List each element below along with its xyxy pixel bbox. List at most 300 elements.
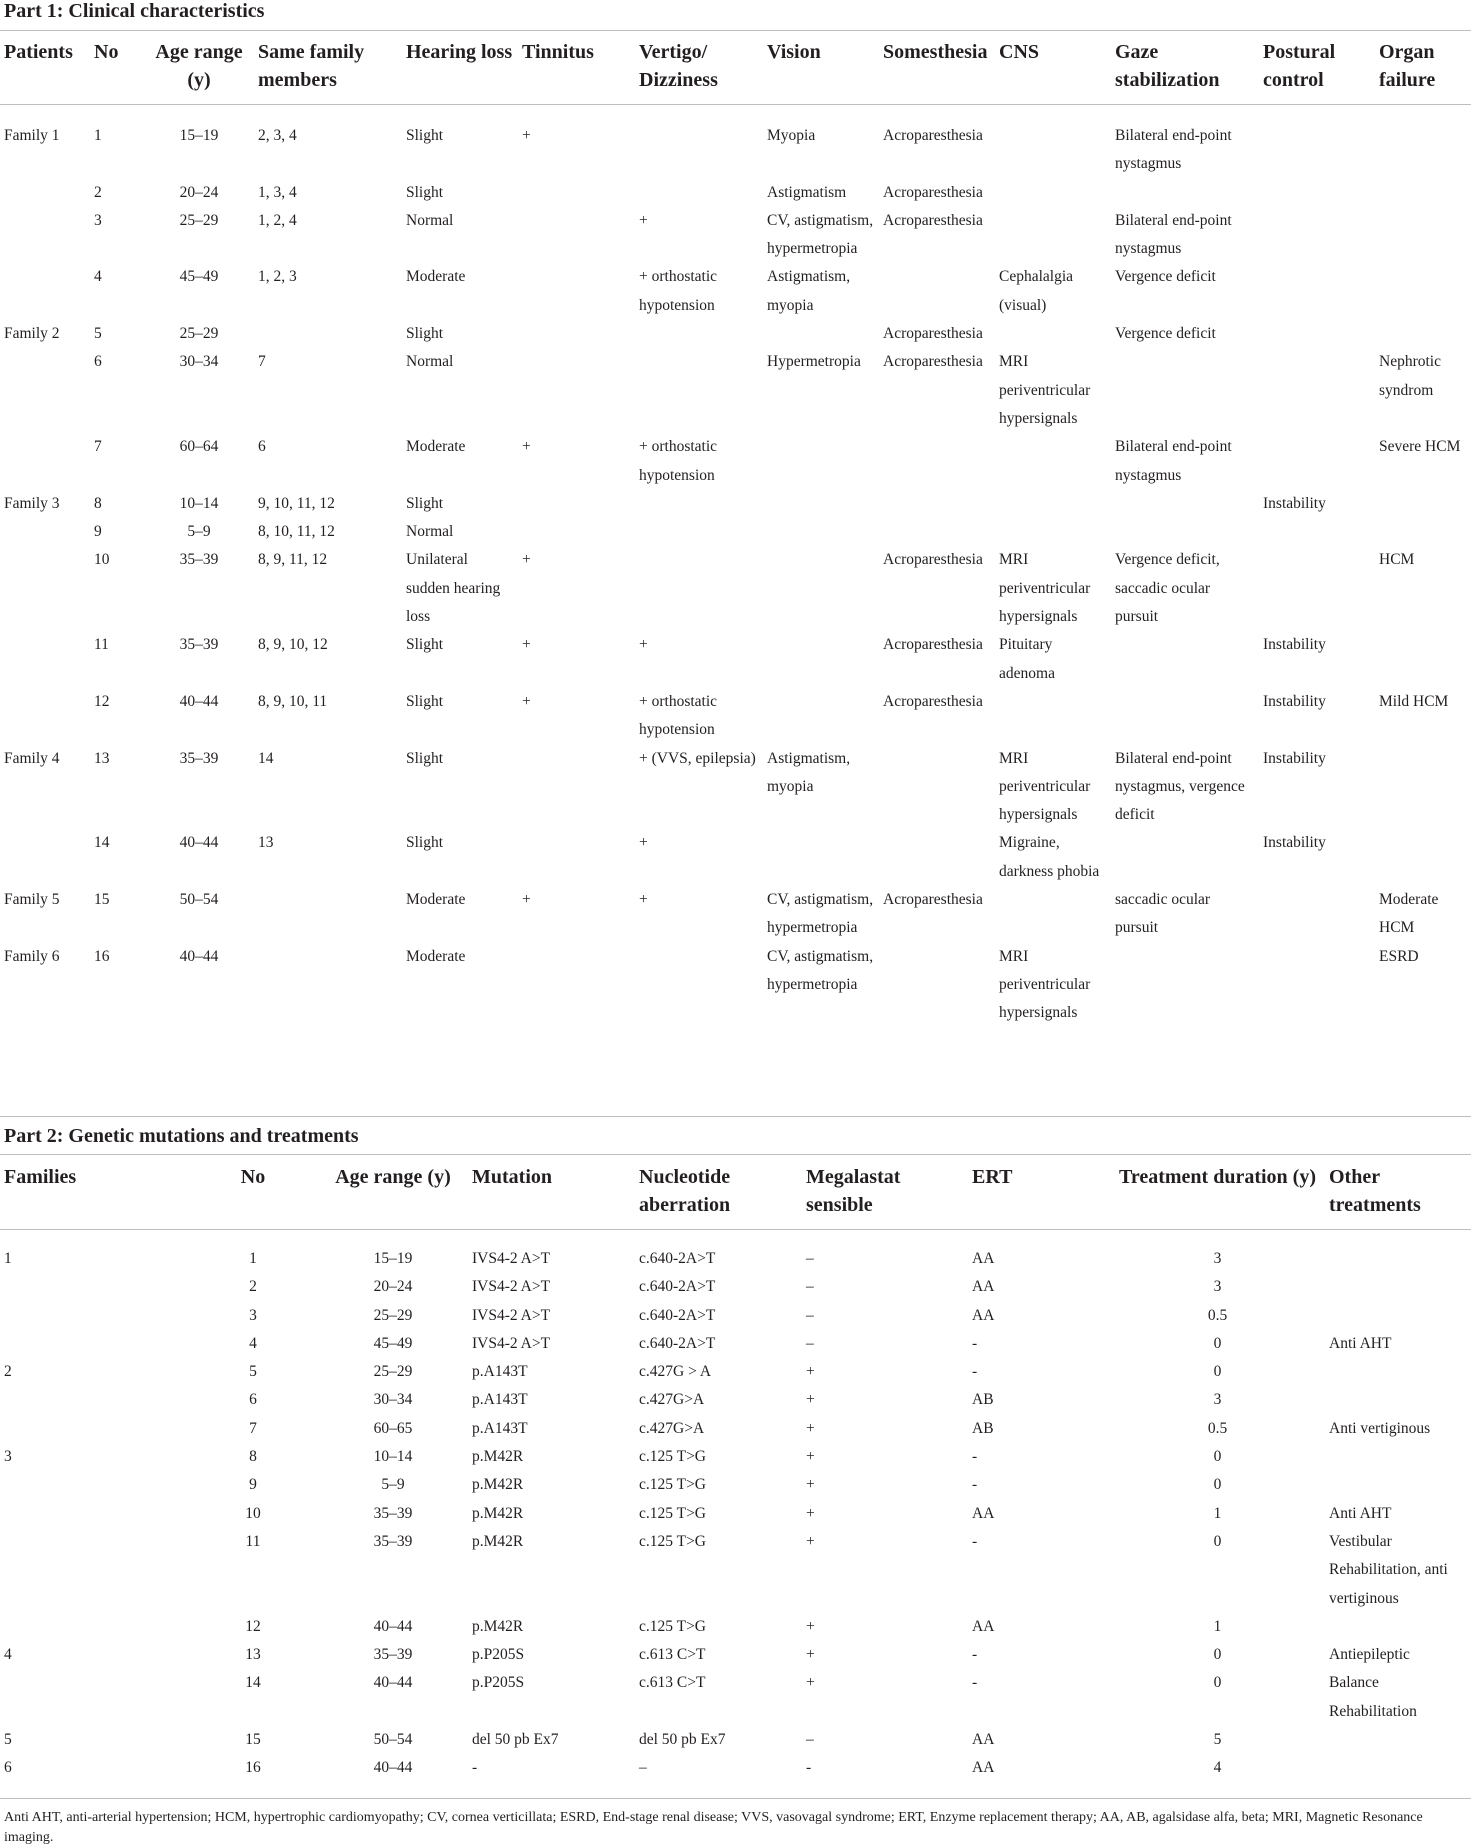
table-cell: Acroparesthesia xyxy=(883,353,983,371)
table-cell: Instability xyxy=(1263,494,1326,512)
table-cell: 10–14 xyxy=(373,1448,413,1466)
table-cell: c.640-2A>T xyxy=(639,1250,716,1267)
table-cell xyxy=(0,207,90,264)
table-cell: Slight xyxy=(406,692,444,710)
part1-header-cell: Tinnitus xyxy=(522,41,594,63)
table-cell: 8, 10, 11, 12 xyxy=(258,523,335,541)
part1-header-cell: Same family members xyxy=(258,41,365,91)
table-cell: 35–39 xyxy=(373,1646,413,1664)
part2-header-cell: Other treatments xyxy=(1329,1166,1421,1216)
table-cell: 25–29 xyxy=(179,325,219,343)
table-cell: 8 xyxy=(249,1448,257,1466)
table-cell xyxy=(1375,829,1471,886)
table-cell: + orthostatic hypotension xyxy=(639,692,718,739)
table-cell: 35–39 xyxy=(373,1504,413,1522)
table-cell xyxy=(1325,1443,1471,1471)
table-cell xyxy=(0,688,90,745)
table-row xyxy=(0,1230,1471,1274)
table-cell xyxy=(635,105,763,179)
table-cell xyxy=(1375,518,1471,546)
table-cell: + xyxy=(639,891,648,909)
table-cell: 3 xyxy=(1213,1250,1222,1267)
table-cell: 40–44 xyxy=(179,692,219,710)
table-cell: CV, astigmatism, hypermetropia xyxy=(767,947,874,993)
table-cell: c.640-2A>T xyxy=(639,1334,716,1352)
table-cell xyxy=(1111,179,1259,207)
table-cell xyxy=(635,943,763,1034)
table-cell: – xyxy=(806,1306,814,1324)
table-cell: AA xyxy=(972,1617,995,1635)
table-cell xyxy=(1325,1471,1471,1499)
table-cell: 8, 9, 10, 11 xyxy=(258,692,328,710)
table-cell xyxy=(1259,320,1375,348)
table-cell xyxy=(1259,886,1375,943)
table-cell xyxy=(518,490,635,518)
table-cell: 35–39 xyxy=(179,749,219,767)
table-cell: - xyxy=(472,1759,478,1777)
table-cell xyxy=(1111,943,1259,1034)
table-cell: Unilateral sudden hearing loss xyxy=(406,551,501,626)
table-cell: 35–39 xyxy=(179,551,219,569)
table-cell: 0 xyxy=(1213,1646,1222,1664)
table-cell: Family 4 xyxy=(4,749,60,767)
table-cell: 10–14 xyxy=(179,494,219,512)
table-cell xyxy=(635,546,763,631)
table-row xyxy=(0,433,1471,490)
table-cell: + orthostatic hypotension xyxy=(639,268,718,314)
table-cell: c.640-2A>T xyxy=(639,1306,716,1324)
table-cell: Moderate xyxy=(406,947,466,965)
table-cell: 1 xyxy=(94,127,102,144)
table-cell xyxy=(763,320,879,348)
table-row xyxy=(0,1330,1471,1358)
table-cell: Vergence deficit xyxy=(1115,268,1216,286)
table-cell: - xyxy=(806,1759,812,1777)
table-cell: Normal xyxy=(406,353,454,371)
footnote: Anti AHT, anti-arterial hypertension; HCM, hypertrophic cardiomyopathy; CV, cornea verticillata; ESRD, End-stage renal disease; VVS, vasovagal syndrome; ERT, Enzyme replacement therapy; AA, AB, agalsidase alfa, beta; MRI, Magnetic Resonance imaging. xyxy=(4,1810,1423,1845)
table-cell: – xyxy=(806,1250,814,1267)
table-cell xyxy=(0,546,90,631)
table-cell xyxy=(1259,348,1375,433)
part2-header-cell: Nucleotide aberration xyxy=(639,1166,731,1216)
table-cell: 3 xyxy=(249,1306,257,1324)
table-cell: CV, astigmatism, hypermetropia xyxy=(767,211,874,258)
table-cell: Family 1 xyxy=(4,127,60,144)
table-cell: 8 xyxy=(94,494,102,512)
table-cell xyxy=(0,1669,188,1726)
table-cell: + xyxy=(806,1363,815,1381)
table-cell xyxy=(995,105,1111,179)
table-row xyxy=(0,179,1471,207)
table-cell: Instability xyxy=(1263,749,1326,767)
table-cell: MRI periventricular hypersignals xyxy=(999,353,1091,427)
table-cell: 1, 3, 4 xyxy=(258,183,297,201)
table-cell xyxy=(879,943,995,1034)
table-cell: p.P205S xyxy=(472,1646,525,1664)
table-cell xyxy=(995,433,1111,490)
table-cell: - xyxy=(972,1674,978,1692)
table-row xyxy=(0,943,1471,1034)
table-cell: + xyxy=(522,551,531,569)
table-cell xyxy=(1111,631,1259,688)
table-cell: p.A143T xyxy=(472,1363,528,1381)
table-cell: 9 xyxy=(249,1476,257,1494)
table-cell xyxy=(518,320,635,348)
table-cell: + xyxy=(639,636,648,654)
table-cell: 4 xyxy=(4,1646,12,1664)
table-cell xyxy=(1375,263,1471,320)
table-cell xyxy=(879,433,995,490)
table-cell xyxy=(763,829,879,886)
table-cell: 1 xyxy=(249,1250,257,1267)
table-row xyxy=(0,1669,1471,1726)
table-cell: + (VVS, epilepsia) xyxy=(639,749,756,767)
table-cell xyxy=(1259,105,1375,179)
table-cell: 15 xyxy=(94,891,110,909)
table-cell: 16 xyxy=(245,1759,261,1777)
table-cell: p.M42R xyxy=(472,1504,524,1522)
table-cell xyxy=(254,886,402,943)
table-cell: 7 xyxy=(258,353,266,371)
table-cell: 40–44 xyxy=(179,947,219,965)
table-cell: 0.5 xyxy=(1207,1419,1228,1437)
table-cell: 35–39 xyxy=(179,636,219,654)
table-cell xyxy=(1111,829,1259,886)
table-cell: Slight xyxy=(406,494,444,512)
table-cell: - xyxy=(972,1646,978,1664)
table-row xyxy=(0,546,1471,631)
table-cell: 6 xyxy=(4,1759,12,1777)
table-cell: 0 xyxy=(1213,1363,1222,1381)
table-cell xyxy=(254,943,402,1034)
table-cell: + xyxy=(522,438,531,456)
table-row xyxy=(0,490,1471,518)
table-cell: Acroparesthesia xyxy=(883,211,983,229)
table-row xyxy=(0,1273,1471,1301)
table-row xyxy=(0,688,1471,745)
table-row xyxy=(0,263,1471,320)
table-cell xyxy=(879,490,995,518)
table-cell: Vergence deficit, saccadic ocular pursuit xyxy=(1115,551,1220,626)
table-cell: + xyxy=(806,1476,815,1494)
table-cell xyxy=(879,829,995,886)
table-cell: + xyxy=(806,1674,815,1692)
table-cell xyxy=(518,829,635,886)
table-cell: 0 xyxy=(1213,1674,1222,1692)
table-cell xyxy=(635,179,763,207)
part2-header-cell: Megalastat sensible xyxy=(806,1166,901,1216)
table-cell: Instability xyxy=(1263,636,1326,654)
table-cell: 60–64 xyxy=(179,438,219,456)
table-cell: 20–24 xyxy=(373,1278,413,1296)
table-cell xyxy=(1325,1386,1471,1414)
table-cell: Nephrotic syndrom xyxy=(1379,353,1441,399)
table-cell: Moderate xyxy=(406,268,466,286)
table-cell xyxy=(518,179,635,207)
table-cell: 30–34 xyxy=(179,353,219,371)
part1-header-cell: Postural control xyxy=(1263,41,1336,91)
part1-header-cell: Age range (y) xyxy=(155,41,243,91)
table-cell: MRI periventricular hypersignals xyxy=(999,749,1091,824)
table-cell xyxy=(0,179,90,207)
table-cell: AA xyxy=(972,1278,995,1296)
table-cell: 5 xyxy=(4,1731,12,1749)
table-cell: IVS4-2 A>T xyxy=(472,1278,551,1296)
table-cell: 6 xyxy=(94,353,102,371)
table-row xyxy=(0,1528,1471,1613)
table-cell xyxy=(995,320,1111,348)
table-cell xyxy=(0,263,90,320)
table-cell: Astigmatism xyxy=(767,183,847,201)
table-cell xyxy=(0,1415,188,1443)
table-row xyxy=(0,518,1471,546)
table-cell xyxy=(1325,1358,1471,1386)
table-cell: Bilateral end-point nystagmus, vergence deficit xyxy=(1115,749,1245,824)
table-cell: Slight xyxy=(406,325,444,343)
table-cell: + xyxy=(806,1504,815,1522)
table-cell: 1, 2, 3 xyxy=(258,268,297,286)
table-cell: 7 xyxy=(249,1419,257,1437)
table-cell xyxy=(518,348,635,433)
part2-header-cell: Age range (y) xyxy=(335,1166,451,1188)
part2-header-cell: Families xyxy=(4,1166,77,1188)
table-cell: + orthostatic hypotension xyxy=(639,438,718,484)
table-row xyxy=(0,1415,1471,1443)
table-cell: 2 xyxy=(4,1363,12,1381)
table-cell xyxy=(879,263,995,320)
table-cell: p.P205S xyxy=(472,1674,525,1692)
genetic-mutations-table xyxy=(0,1161,1471,1783)
table-cell xyxy=(1325,1273,1471,1301)
table-cell: Antiepileptic xyxy=(1329,1646,1410,1664)
table-cell: Normal xyxy=(406,523,454,541)
part2-top-rule xyxy=(0,1154,1471,1155)
table-cell: saccadic ocular pursuit xyxy=(1115,891,1211,937)
table-cell xyxy=(1259,518,1375,546)
table-cell xyxy=(1259,207,1375,264)
table-cell xyxy=(0,1302,188,1330)
table-cell: c.125 T>G xyxy=(639,1532,707,1550)
table-cell xyxy=(763,490,879,518)
table-cell: + xyxy=(806,1448,815,1466)
table-cell: + xyxy=(522,891,531,909)
table-cell: – xyxy=(806,1278,814,1296)
table-cell: Acroparesthesia xyxy=(883,692,983,710)
table-cell: - xyxy=(972,1363,978,1381)
table-cell: c.427G>A xyxy=(639,1419,705,1437)
table-cell xyxy=(763,688,879,745)
table-cell: 12 xyxy=(94,692,110,710)
table-cell: 2 xyxy=(249,1278,257,1296)
table-cell xyxy=(1375,207,1471,264)
table-cell: 14 xyxy=(94,834,110,852)
table-cell: Anti AHT xyxy=(1329,1334,1392,1352)
table-cell: Instability xyxy=(1263,692,1326,710)
table-cell: 16 xyxy=(94,947,110,965)
table-cell xyxy=(518,943,635,1034)
table-cell: – xyxy=(806,1731,814,1749)
table-cell: Acroparesthesia xyxy=(883,183,983,201)
table-row xyxy=(0,320,1471,348)
part1-bottom-rule xyxy=(0,1116,1471,1117)
table-cell: Instability xyxy=(1263,834,1326,852)
table-cell: 25–29 xyxy=(179,211,219,229)
table-cell: AA xyxy=(972,1759,995,1777)
table-cell: AB xyxy=(972,1391,994,1409)
table-cell: 9 xyxy=(94,523,102,541)
table-cell xyxy=(0,1330,188,1358)
table-cell: 1 xyxy=(1213,1617,1222,1635)
table-cell xyxy=(0,348,90,433)
table-cell: 6 xyxy=(258,438,266,456)
table-cell xyxy=(0,829,90,886)
table-cell xyxy=(1259,943,1375,1034)
table-cell: 40–44 xyxy=(179,834,219,852)
table-cell: + xyxy=(522,692,531,710)
table-cell: c.125 T>G xyxy=(639,1448,707,1466)
table-cell xyxy=(0,518,90,546)
table-cell xyxy=(995,518,1111,546)
table-cell: Bilateral end-point nystagmus xyxy=(1115,127,1232,173)
table-cell: 5 xyxy=(94,325,102,343)
table-cell xyxy=(1325,1726,1471,1754)
table-cell: Family 2 xyxy=(4,325,60,343)
table-cell xyxy=(518,207,635,264)
table-cell xyxy=(1375,320,1471,348)
table-cell: 45–49 xyxy=(373,1334,413,1352)
table-cell xyxy=(0,1273,188,1301)
part2-header-cell: Mutation xyxy=(472,1166,552,1188)
table-row xyxy=(0,631,1471,688)
table-cell: + xyxy=(806,1646,815,1664)
table-cell: Anti AHT xyxy=(1329,1504,1392,1522)
table-cell: 5–9 xyxy=(187,523,211,541)
table-cell: 45–49 xyxy=(179,268,219,286)
table-cell: 11 xyxy=(94,636,109,654)
part2-header-cell: Treatment duration (y) xyxy=(1118,1166,1316,1188)
table-cell: Severe HCM xyxy=(1379,438,1461,456)
table-cell: 25–29 xyxy=(373,1363,413,1381)
table-cell: ESRD xyxy=(1379,947,1419,965)
table-cell: Migraine, darkness phobia xyxy=(999,834,1100,880)
table-cell: 1 xyxy=(1213,1504,1222,1522)
table-cell: Cephalalgia (visual) xyxy=(999,268,1074,314)
table-row xyxy=(0,1754,1471,1782)
part1-header-row xyxy=(0,36,1471,105)
table-cell: Acroparesthesia xyxy=(883,891,983,909)
table-cell xyxy=(1375,105,1471,179)
table-cell: Myopia xyxy=(767,127,816,144)
table-cell: + xyxy=(806,1419,815,1437)
table-cell xyxy=(995,207,1111,264)
table-cell: HCM xyxy=(1379,551,1415,569)
table-cell xyxy=(0,1613,188,1641)
table-cell xyxy=(1325,1613,1471,1641)
table-row xyxy=(0,105,1471,179)
part1-title: Part 1: Clinical characteristics xyxy=(4,0,265,22)
table-cell: Normal xyxy=(406,211,454,229)
table-cell: 7 xyxy=(94,438,102,456)
table-cell: Acroparesthesia xyxy=(883,636,983,654)
table-cell: IVS4-2 A>T xyxy=(472,1250,551,1267)
table-cell: Acroparesthesia xyxy=(883,325,983,343)
part2-header-cell: No xyxy=(240,1166,266,1188)
table-cell: 8, 9, 11, 12 xyxy=(258,551,328,569)
table-cell: + xyxy=(639,211,648,229)
table-cell xyxy=(635,320,763,348)
table-cell xyxy=(1259,433,1375,490)
table-cell: Slight xyxy=(406,183,444,201)
table-cell xyxy=(995,886,1111,943)
table-cell: – xyxy=(806,1334,814,1352)
part1-header-cell: Vision xyxy=(767,41,821,63)
table-cell xyxy=(879,518,995,546)
table-row xyxy=(0,207,1471,264)
table-row xyxy=(0,1386,1471,1414)
table-cell xyxy=(763,546,879,631)
table-cell: Pituitary adenoma xyxy=(999,636,1055,682)
table-cell: 15–19 xyxy=(179,127,219,144)
table-cell xyxy=(1375,490,1471,518)
table-cell: 11 xyxy=(245,1532,261,1550)
table-cell xyxy=(763,518,879,546)
table-cell xyxy=(1259,263,1375,320)
table-cell xyxy=(1325,1302,1471,1330)
table-cell: + xyxy=(522,127,531,144)
table-cell: 3 xyxy=(1213,1391,1222,1409)
table-row xyxy=(0,1302,1471,1330)
table-cell xyxy=(1325,1754,1471,1782)
table-cell: 60–65 xyxy=(373,1419,413,1437)
table-cell: 50–54 xyxy=(373,1731,413,1749)
table-row xyxy=(0,1358,1471,1386)
table-cell: p.A143T xyxy=(472,1391,528,1409)
table-cell: 40–44 xyxy=(373,1617,413,1635)
table-cell: Moderate xyxy=(406,891,466,909)
table-cell: Bilateral end-point nystagmus xyxy=(1115,211,1232,258)
table-cell: 13 xyxy=(245,1646,261,1664)
table-row xyxy=(0,1471,1471,1499)
table-cell: 40–44 xyxy=(373,1759,413,1777)
table-cell: + xyxy=(522,636,531,654)
table-cell: 4 xyxy=(249,1334,257,1352)
table-cell xyxy=(1375,745,1471,830)
table-cell: 15 xyxy=(245,1731,261,1749)
table-cell: Astigmatism, myopia xyxy=(767,268,851,314)
table-cell xyxy=(0,631,90,688)
footnote-rule xyxy=(0,1798,1471,1799)
table-cell xyxy=(1111,348,1259,433)
table-cell xyxy=(635,348,763,433)
table-cell: 2, 3, 4 xyxy=(258,127,297,144)
table-cell: 9, 10, 11, 12 xyxy=(258,494,335,512)
table-cell: 1 xyxy=(4,1250,12,1267)
table-cell: 4 xyxy=(1213,1759,1222,1777)
table-cell xyxy=(1111,688,1259,745)
table-cell xyxy=(995,490,1111,518)
table-cell: Balance Rehabilitation xyxy=(1329,1674,1417,1720)
table-cell: Vergence deficit xyxy=(1115,325,1216,343)
table-cell: c.427G > A xyxy=(639,1363,712,1381)
part1-header-cell: Patients xyxy=(4,41,73,63)
table-cell xyxy=(0,1386,188,1414)
table-cell: 14 xyxy=(258,749,274,767)
table-cell: 14 xyxy=(245,1674,261,1692)
part1-header-cell: Vertigo/ Dizziness xyxy=(639,41,718,91)
table-cell: + xyxy=(806,1617,815,1635)
table-cell xyxy=(1259,546,1375,631)
table-cell: Slight xyxy=(406,127,444,144)
